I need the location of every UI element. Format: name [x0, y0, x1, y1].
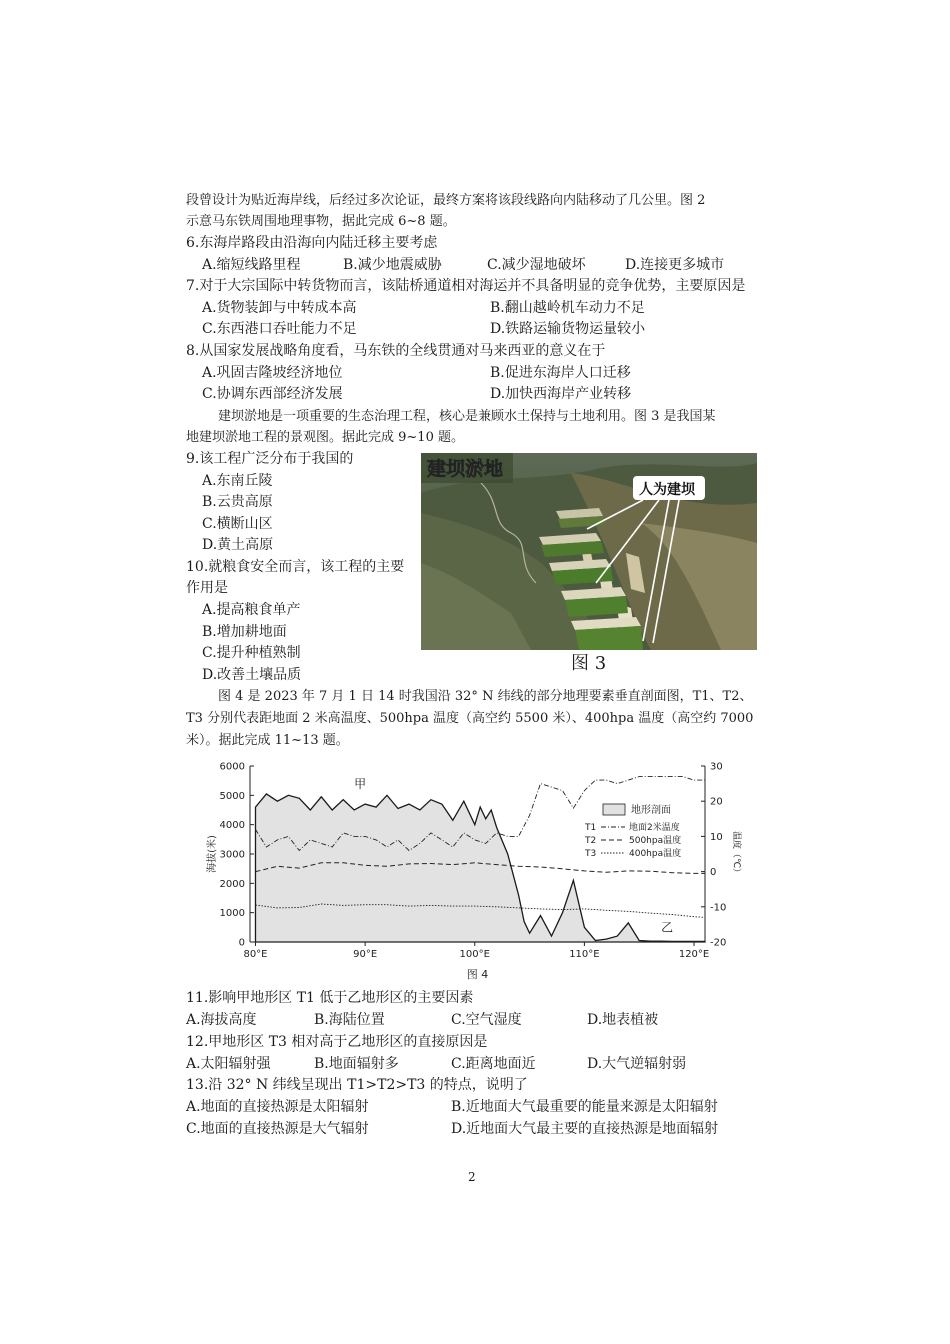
x-tick-label: 90°E	[353, 949, 378, 960]
passage3-line-1: 图 4 是 2023 年 7 月 1 日 14 时我国沿 32° N 纬线的部分地理要素垂直剖面图，T1、T2、	[218, 689, 753, 704]
legend	[584, 803, 681, 859]
x-tick-label: 80°E	[243, 949, 268, 960]
y2-tick-label: 20	[710, 796, 723, 808]
q7-option-d: D.铁路运输货物运量较小	[490, 321, 646, 337]
y-tick-label: 5000	[219, 790, 245, 802]
terrain-profile-area	[255, 794, 705, 942]
x-tick-label: 120°E	[678, 949, 710, 960]
figure-3-photo	[421, 453, 757, 650]
q7-option-c: C.东西港口吞吐能力不足	[202, 321, 357, 337]
q8-stem: 8.从国家发展战略角度看，马东铁的全线贯通对马来西亚的意义在于	[186, 343, 606, 359]
passage2-line-2: 地建坝淤地工程的景观图。据此完成 9~10 题。	[186, 430, 464, 445]
passage3-line-2: T3 分别代表距地面 2 米高温度、500hpa 温度（高空约 5500 米）、400hpa 温度（高空约 7000	[186, 711, 754, 726]
q11-option-a: A.海拔高度	[186, 1012, 257, 1028]
q7-option-a: A.货物装卸与中转成本高	[202, 300, 357, 316]
q13-option-d: D.近地面大气最主要的直接热源是地面辐射	[451, 1121, 719, 1137]
y2-tick-label: -10	[710, 902, 727, 914]
y-tick-label: 4000	[219, 820, 245, 832]
y2-tick-label: 10	[710, 831, 723, 843]
q11-option-c: C.空气湿度	[451, 1012, 522, 1028]
dam-landscape-illustration	[421, 453, 757, 650]
q8-option-a: A.巩固吉隆坡经济地位	[202, 365, 343, 381]
q6-option-d: D.连接更多城市	[625, 257, 725, 273]
q10-stem-2: 作用是	[186, 580, 228, 596]
legend-key-t3: T3	[585, 849, 597, 859]
q7-option-b: B.翻山越岭机车动力不足	[490, 300, 645, 316]
q9-stem: 9.该工程广泛分布于我国的	[186, 451, 354, 467]
q11-stem: 11.影响甲地形区 T1 低于乙地形区的主要因素	[186, 990, 474, 1006]
q10-option-a: A.提高粮食单产	[202, 602, 301, 618]
q12-option-a: A.太阳辐射强	[186, 1056, 271, 1072]
q8-option-c: C.协调东西部经济发展	[202, 386, 343, 402]
figure-3-caption: 图 3	[571, 653, 607, 674]
y2-tick-label: 30	[710, 761, 723, 773]
passage3-line-3: 米）。据此完成 11~13 题。	[186, 733, 349, 748]
y-tick-label: 3000	[219, 849, 245, 861]
q6-stem: 6.东海岸路段由沿海向内陆迁移主要考虑	[186, 235, 438, 251]
legend-label-t3: 400hpa温度	[629, 849, 682, 859]
q13-option-a: A.地面的直接热源是太阳辐射	[186, 1099, 369, 1115]
q12-option-d: D.大气逆辐射弱	[587, 1056, 687, 1072]
y-tick-label: 6000	[219, 761, 245, 773]
terrain-layer	[255, 794, 705, 942]
x-tick-label: 110°E	[569, 949, 600, 960]
q8-option-b: B.促进东海岸人口迁移	[490, 365, 631, 381]
y2-axis-title: 温度（℃）	[731, 830, 741, 878]
q6-option-b: B.减少地震威胁	[343, 257, 442, 273]
page-number: 2	[468, 1170, 476, 1184]
y-tick-label: 0	[238, 937, 245, 949]
figure-4-chart	[200, 758, 741, 986]
legend-key-t2: T2	[585, 836, 597, 846]
y-tick-label: 1000	[219, 908, 245, 920]
q13-option-b: B.近地面大气最重要的能量来源是太阳辐射	[451, 1099, 718, 1115]
q7-stem: 7.对于大宗国际中转货物而言，该陆桥通道相对海运并不具备明显的竞争优势，主要原因是	[186, 278, 746, 294]
q10-option-d: D.改善土壤品质	[202, 667, 302, 683]
q13-stem: 13.沿 32° N 纬线呈现出 T1>T2>T3 的特点，说明了	[186, 1077, 528, 1093]
x-tick-label: 100°E	[459, 949, 490, 960]
q12-stem: 12.甲地形区 T3 相对高于乙地形区的直接原因是	[186, 1034, 488, 1050]
q6-option-a: A.缩短线路里程	[202, 257, 301, 273]
q10-option-b: B.增加耕地面	[202, 624, 287, 640]
passage2-line-1: 建坝淤地是一项重要的生态治理工程，核心是兼顾水土保持与土地利用。图 3 是我国某	[218, 409, 716, 424]
intro-line-1: 段曾设计为贴近海岸线，后经过多次论证，最终方案将该段线路向内陆移动了几公里。图 2	[186, 193, 706, 208]
annotation-jia: 甲	[354, 777, 367, 791]
dam-label: 人为建坝	[639, 482, 695, 498]
legend-swatch-terrain	[603, 804, 625, 815]
q12-option-b: B.地面辐射多	[314, 1056, 399, 1072]
legend-label-terrain: 地形剖面	[631, 805, 671, 816]
y-tick-label: 2000	[219, 878, 245, 890]
figure-4-caption: 图 4	[466, 968, 489, 981]
q12-option-c: C.距离地面近	[451, 1056, 536, 1072]
legend-label-t1: 地面2米温度	[629, 823, 680, 833]
q10-option-c: C.提升种植熟制	[202, 645, 301, 661]
intro-line-2: 示意马东铁周围地理事物，据此完成 6~8 题。	[186, 214, 456, 229]
q8-option-d: D.加快西海岸产业转移	[490, 386, 632, 402]
legend-key-t1: T1	[585, 823, 597, 833]
q6-option-c: C.减少湿地破坏	[487, 257, 586, 273]
y-axis-title: 海拔(米)	[207, 835, 218, 873]
legend-label-t2: 500hpa温度	[629, 836, 682, 846]
q9-option-b: B.云贵高原	[202, 494, 273, 510]
q11-option-b: B.海陆位置	[314, 1012, 385, 1028]
figure-3-title: 建坝淤地	[427, 458, 504, 480]
y2-tick-label: 0	[710, 867, 717, 879]
q9-option-d: D.黄土高原	[202, 537, 274, 553]
q11-option-d: D.地表植被	[587, 1012, 659, 1028]
annotation-yi: 乙	[661, 920, 674, 935]
y2-tick-label: -20	[710, 937, 727, 949]
q10-stem-1: 10.就粮食安全而言，该工程的主要	[186, 559, 405, 575]
q9-option-c: C.横断山区	[202, 516, 273, 532]
q9-option-a: A.东南丘陵	[202, 473, 273, 489]
q13-option-c: C.地面的直接热源是大气辐射	[186, 1121, 369, 1137]
